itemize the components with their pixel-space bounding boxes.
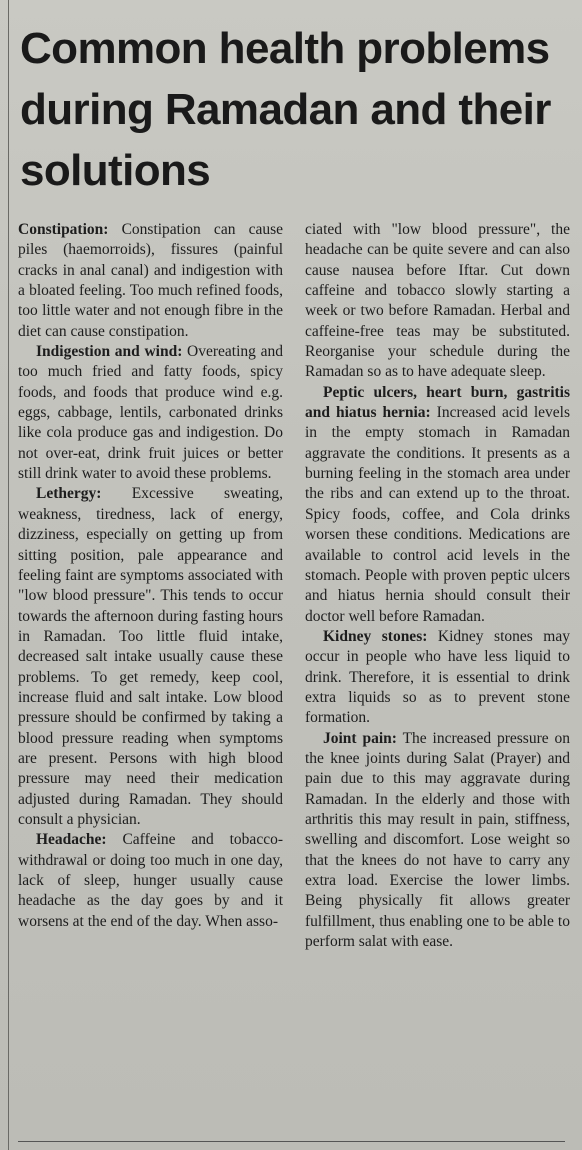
section-text: ciated with "low blood pressure", the headache can be quite severe and can also cause nausea before Iftar. Cut down caffeine and tobacco slowly starting a week or two before Ramadan. Herbal and caffeine-free teas may be substituted. Reorganise your schedule during the Ramadan so as to have adequate sleep.	[305, 221, 570, 381]
section-text: The increased pressure on the knee joints during Salat (Prayer) and pain due to this may aggravate during Ramadan. In the elderly and those with arthritis this may result in pain, stiffness, swelling and discomfort. Lose weight so that the knees do not have to carry any extra load. Exercise the lower limbs. Being physically fit allows greater fulfillment, thus enabling one to be able to perform salat with ease.	[305, 729, 570, 951]
section-text: Increased acid levels in the empty stomach in Ramadan aggravate the conditions. It presents as a burning feeling in the stomach area under the ribs and can extend up to the throat. Spicy foods, coffee, and Cola drinks worsen these conditions. Medications are available to control acid levels in the stomach. People with proven peptic ulcers and hiatus hernia should consult their doctor well before Ramadan.	[305, 404, 570, 625]
section-text: Constipation can cause piles (haemorroids), fissures (painful cracks in anal canal) and indigestion with a bloated feeling. Too much refined foods, too little water and not enough fibre in the diet can cause constipation.	[18, 221, 283, 340]
section-text: Caffeine and tobacco-withdrawal or doing too much in one day, lack of sleep, hunger usually cause headache as the day goes by and it worsens at the end of the day. When asso-	[18, 831, 283, 930]
column-rule	[8, 0, 9, 1150]
section-text: Kidney stones may occur in people who have less liquid to drink. Therefore, it is essential to drink extra liquids so as to prevent stone formation.	[305, 627, 570, 727]
section-heading: Constipation:	[18, 221, 109, 238]
article-headline: Common health problems during Ramadan and their solutions	[20, 24, 551, 195]
section-text: Excessive sweating, weakness, tiredness, lack of energy, dizziness, especially on getting up from sitting position, pale appearance and feeling faint are symptoms associated with "low blood pressure". This tends to occur towards the afternoon during fasting hours in Ramadan. Too little fluid intake, decreased salt intake usually cause these problems. To get remedy, keep cool, increase fluid and salt intake. Low blood pressure should be confirmed by taking a blood pressure reading when symptoms are present. Persons with high blood pressure may need their medication adjusted during Ramadan. They should consult a physician.	[18, 485, 283, 828]
paragraph-peptic-ulcers	[305, 383, 570, 627]
paragraph-headache-continued	[305, 220, 570, 383]
bottom-rule	[18, 1141, 565, 1142]
section-heading: Headache:	[36, 831, 107, 849]
section-heading: Joint pain:	[323, 729, 397, 747]
section-text: Overeating and too much fried and fatty foods, spicy foods, and foods that produce wind e.g. eggs, cabbage, lentils, carbonated drinks like cola produce gas and indigestion. Do not over-eat, drink fruit juices or better still drink water to avoid these problems.	[18, 343, 283, 483]
paragraph-lethergy	[18, 484, 283, 830]
section-heading: Lethergy:	[36, 485, 102, 503]
paragraph-joint-pain	[305, 729, 570, 953]
section-heading: Kidney stones:	[323, 627, 428, 645]
column-right	[305, 220, 570, 1140]
paragraph-indigestion	[18, 342, 283, 484]
paragraph-constipation	[18, 220, 283, 342]
section-heading: Peptic ulcers, heart burn, gastritis and hiatus hernia:	[305, 383, 570, 422]
article-body	[18, 220, 570, 1140]
paragraph-headache	[18, 830, 283, 932]
section-heading: Indigestion and wind:	[36, 343, 183, 361]
column-left	[18, 220, 283, 1140]
paragraph-kidney-stones	[305, 627, 570, 729]
